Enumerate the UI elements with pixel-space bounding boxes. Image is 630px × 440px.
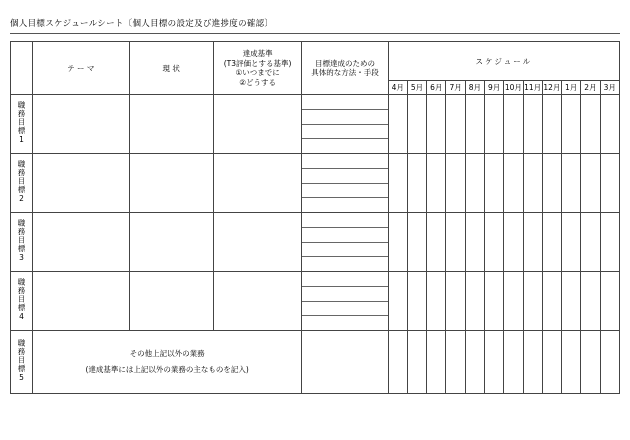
cell-sched-2-1[interactable] [562, 154, 581, 213]
cell-sched-3-10[interactable] [504, 213, 523, 272]
cell-sched-2-4[interactable] [388, 154, 407, 213]
header-month-8: 8月 [465, 81, 484, 95]
table-header-row-main [11, 42, 620, 81]
header-label-col [11, 42, 33, 95]
cell-sched-2-2[interactable] [581, 154, 600, 213]
cell-sched-2-6[interactable] [427, 154, 446, 213]
cell-other-duties-note[interactable] [33, 331, 302, 394]
cell-current-2[interactable] [129, 154, 213, 213]
cell-theme-2[interactable] [33, 154, 129, 213]
cell-sched-1-4[interactable] [388, 95, 407, 154]
goal-schedule-table [10, 41, 620, 394]
table-row [11, 154, 620, 213]
header-criteria-line4: ②どうする [239, 77, 276, 87]
header-month-3: 3月 [600, 81, 619, 95]
row-label-goal-4: 職務目標4 [11, 272, 33, 331]
header-criteria-line2: (T3評価とする基準) [223, 58, 292, 68]
cell-sched-4-7[interactable] [446, 272, 465, 331]
header-method [302, 42, 388, 95]
header-criteria [213, 42, 301, 95]
cell-sched-1-5[interactable] [407, 95, 426, 154]
header-theme: テ ー マ [33, 42, 129, 95]
cell-criteria-3[interactable] [213, 213, 301, 272]
cell-method-1[interactable] [302, 95, 388, 154]
header-month-9: 9月 [484, 81, 503, 95]
cell-sched-3-11[interactable] [523, 213, 542, 272]
cell-theme-1[interactable] [33, 95, 129, 154]
cell-current-3[interactable] [129, 213, 213, 272]
cell-sched-5-11[interactable] [523, 331, 542, 394]
cell-sched-5-12[interactable] [542, 331, 561, 394]
cell-sched-4-10[interactable] [504, 272, 523, 331]
cell-sched-2-11[interactable] [523, 154, 542, 213]
cell-sched-3-5[interactable] [407, 213, 426, 272]
row-label-goal-1: 職務目標1 [11, 95, 33, 154]
cell-sched-3-9[interactable] [484, 213, 503, 272]
cell-sched-4-12[interactable] [542, 272, 561, 331]
cell-sched-4-11[interactable] [523, 272, 542, 331]
cell-sched-4-6[interactable] [427, 272, 446, 331]
header-month-12: 12月 [542, 81, 561, 95]
cell-sched-5-4[interactable] [388, 331, 407, 394]
cell-theme-3[interactable] [33, 213, 129, 272]
cell-criteria-2[interactable] [213, 154, 301, 213]
header-month-6: 6月 [427, 81, 446, 95]
cell-sched-2-12[interactable] [542, 154, 561, 213]
cell-sched-2-3[interactable] [600, 154, 619, 213]
title-divider [10, 33, 620, 34]
table-row [11, 331, 620, 394]
cell-sched-4-8[interactable] [465, 272, 484, 331]
cell-sched-5-3[interactable] [600, 331, 619, 394]
cell-sched-5-1[interactable] [562, 331, 581, 394]
row-label-goal-5: 職務目標5 [11, 331, 33, 394]
cell-sched-2-5[interactable] [407, 154, 426, 213]
cell-criteria-4[interactable] [213, 272, 301, 331]
cell-sched-3-2[interactable] [581, 213, 600, 272]
header-month-10: 10月 [504, 81, 523, 95]
header-schedule: スケジュール [388, 42, 619, 81]
cell-sched-3-1[interactable] [562, 213, 581, 272]
cell-sched-4-3[interactable] [600, 272, 619, 331]
table-row [11, 95, 620, 154]
header-criteria-line3: ①いつまでに [235, 68, 280, 77]
cell-method-2[interactable] [302, 154, 388, 213]
header-month-7: 7月 [446, 81, 465, 95]
header-method-line2: 具体的な方法・手段 [311, 68, 379, 77]
header-month-11: 11月 [523, 81, 542, 95]
cell-sched-1-9[interactable] [484, 95, 503, 154]
cell-current-1[interactable] [129, 95, 213, 154]
row-label-goal-2: 職務目標2 [11, 154, 33, 213]
cell-sched-5-7[interactable] [446, 331, 465, 394]
cell-sched-4-9[interactable] [484, 272, 503, 331]
cell-method-5[interactable] [302, 331, 388, 394]
cell-sched-1-3[interactable] [600, 95, 619, 154]
header-current-status: 現 状 [129, 42, 213, 95]
header-criteria-line1: 達成基準 [242, 49, 273, 58]
cell-sched-1-7[interactable] [446, 95, 465, 154]
cell-current-4[interactable] [129, 272, 213, 331]
cell-sched-1-10[interactable] [504, 95, 523, 154]
cell-method-4[interactable] [302, 272, 388, 331]
cell-sched-1-1[interactable] [562, 95, 581, 154]
document-title-wrap [10, 18, 620, 30]
cell-sched-5-5[interactable] [407, 331, 426, 394]
cell-sched-3-12[interactable] [542, 213, 561, 272]
cell-sched-1-8[interactable] [465, 95, 484, 154]
cell-sched-2-10[interactable] [504, 154, 523, 213]
cell-sched-2-8[interactable] [465, 154, 484, 213]
cell-sched-2-7[interactable] [446, 154, 465, 213]
cell-sched-3-8[interactable] [465, 213, 484, 272]
cell-sched-5-6[interactable] [427, 331, 446, 394]
header-month-5: 5月 [407, 81, 426, 95]
cell-sched-2-9[interactable] [484, 154, 503, 213]
cell-sched-3-3[interactable] [600, 213, 619, 272]
cell-method-3[interactable] [302, 213, 388, 272]
cell-criteria-1[interactable] [213, 95, 301, 154]
page-title: 個人目標スケジュールシート〔個人目標の設定及び進捗度の確認〕 [10, 19, 274, 29]
cell-sched-5-9[interactable] [484, 331, 503, 394]
cell-sched-1-12[interactable] [542, 95, 561, 154]
table-row [11, 272, 620, 331]
cell-sched-1-11[interactable] [523, 95, 542, 154]
other-duties-main: その他上記以外の業務 [129, 349, 205, 358]
cell-sched-1-6[interactable] [427, 95, 446, 154]
header-month-1: 1月 [562, 81, 581, 95]
cell-sched-3-7[interactable] [446, 213, 465, 272]
cell-sched-3-6[interactable] [427, 213, 446, 272]
row-label-goal-3: 職務目標3 [11, 213, 33, 272]
cell-sched-4-1[interactable] [562, 272, 581, 331]
cell-sched-4-2[interactable] [581, 272, 600, 331]
header-month-2: 2月 [581, 81, 600, 95]
cell-sched-5-8[interactable] [465, 331, 484, 394]
cell-sched-4-5[interactable] [407, 272, 426, 331]
cell-sched-5-10[interactable] [504, 331, 523, 394]
cell-sched-3-4[interactable] [388, 213, 407, 272]
header-method-line1: 目標達成のための [314, 58, 375, 68]
table-row [11, 213, 620, 272]
cell-sched-1-2[interactable] [581, 95, 600, 154]
cell-sched-5-2[interactable] [581, 331, 600, 394]
cell-theme-4[interactable] [33, 272, 129, 331]
header-month-4: 4月 [388, 81, 407, 95]
cell-sched-4-4[interactable] [388, 272, 407, 331]
other-duties-sub: (達成基準には上記以外の業務の主なものを記入) [85, 365, 249, 374]
